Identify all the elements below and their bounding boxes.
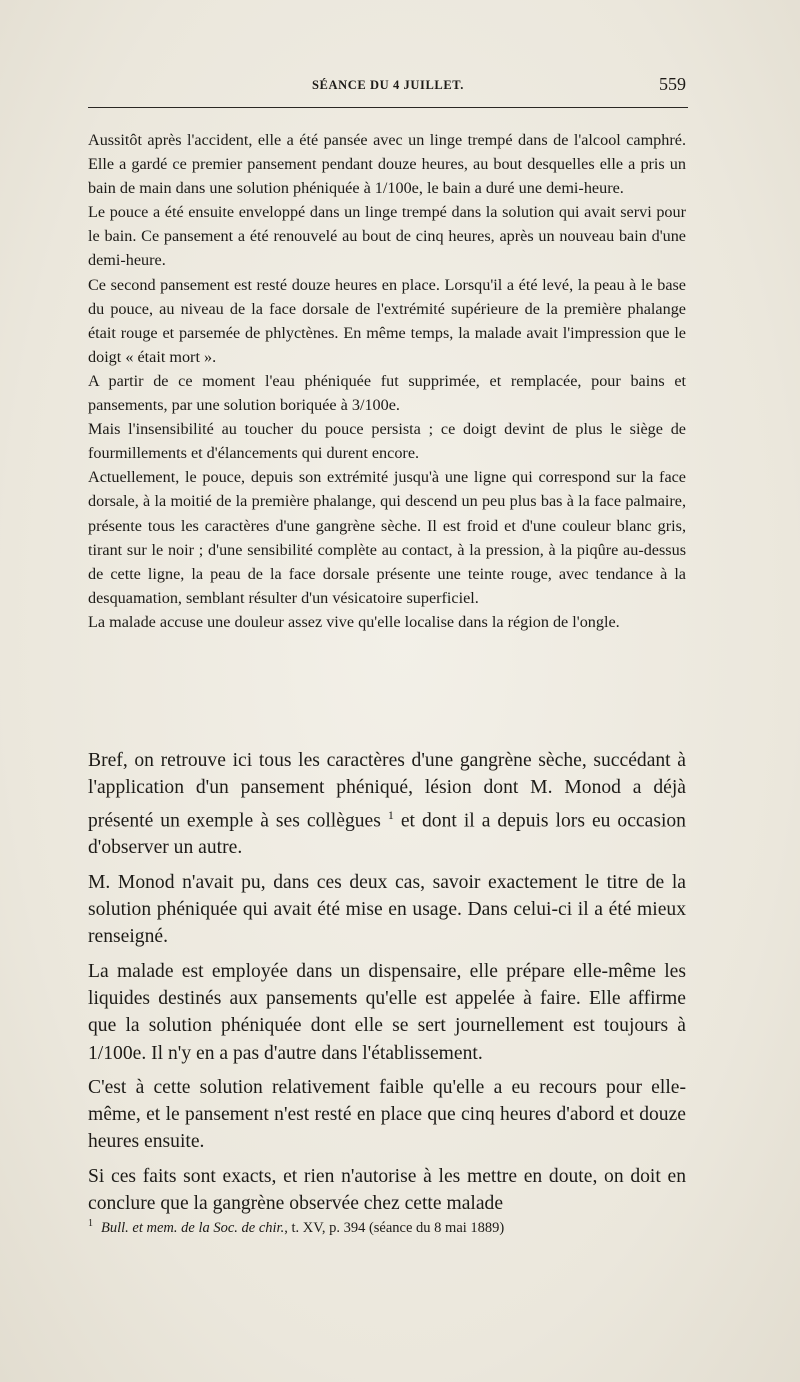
paragraph-text: et dont il a depuis lors eu occasion d'observer un autre.: [88, 810, 686, 859]
paragraph: Si ces faits sont exacts, et rien n'autorise à les mettre en doute, on doit en conclure que la gangrène observée chez cette malade: [88, 1165, 686, 1214]
paragraph-text: Bref, on retrouve ici tous les caractères d'une gangrène sèche, succédant à l'application d'un pansement phéniqué, lésion dont M. Monod a déjà présenté un exemple à ses collègues: [88, 750, 686, 832]
commentary-block: [88, 747, 686, 1224]
running-head: [88, 72, 688, 102]
case-report-block: [88, 128, 686, 634]
paragraph: Mais l'insensibilité au toucher du pouce persista ; ce doigt devint de plus le siège de fourmillements et d'élancements qui durent encore.: [88, 420, 686, 463]
footnote-reference: 1: [387, 807, 394, 822]
paragraph: Actuellement, le pouce, depuis son extrémité jusqu'à une ligne qui correspond sur la face dorsale, à la moitié de la première phalange, qui descend un peu plus bas à la face palmaire, présente tous les caractères d'une gangrène sèche. Il est froid et d'une couleur blanc gris, tirant sur le noir ; d'une sensibilité complète au contact, à la pression, à la piqûre au-dessus de cette ligne, la peau de la face dorsale présente une teinte rouge, avec tendance à la desquamation, semblant résulter d'un vésicatoire superficiel.: [88, 468, 686, 607]
paragraph: Ce second pansement est resté douze heures en place. Lorsqu'il a été levé, la peau à le base du pouce, au niveau de la face dorsale de l'extrémité supérieure de la première phalange était rouge et parsemée de phlyctènes. En même temps, la malade avait l'impression que le doigt « était mort ».: [88, 275, 686, 366]
paragraph: [88, 747, 686, 862]
paragraph: M. Monod n'avait pu, dans ces deux cas, savoir exactement le titre de la solution phéniquée qui avait été mise en usage. Dans celui-ci il a été mieux renseigné.: [88, 871, 686, 948]
paragraph: C'est à cette solution relativement faible qu'elle a eu recours pour elle-même, et le pansement n'est resté en place que cinq heures d'abord et douze heures ensuite.: [88, 1076, 686, 1153]
running-title: SÉANCE DU 4 JUILLET.: [311, 78, 465, 92]
footnote-mark: 1: [88, 1218, 93, 1229]
paragraph: La malade est employée dans un dispensaire, elle prépare elle-même les liquides destinés aux pansements qu'elle est appelée à faire. Elle affirme que la solution phéniquée dont elle se sert journellement est toujours à 1/100e. Il n'y en a pas d'autre dans l'établissement.: [88, 960, 686, 1064]
footnote-citation-title: Bull. et mem. de la Soc. de chir.: [101, 1219, 285, 1236]
header-rule: [88, 107, 688, 108]
paragraph: Aussitôt après l'accident, elle a été pansée avec un linge trempé dans de l'alcool camphré. Elle a gardé ce premier pansement pendant douze heures, au bout desquelles elle a pris un bain de main dans une solution phéniquée à 1/100e, le bain a duré une demi-heure.: [88, 131, 686, 198]
paragraph: Le pouce a été ensuite enveloppé dans un linge trempé dans la solution qui avait servi pour le bain. Ce pansement a été renouvelé au bout de cinq heures, après un nouveau bain d'une demi-heure.: [88, 203, 686, 270]
paragraph: La malade accuse une douleur assez vive qu'elle localise dans la région de l'ongle.: [88, 612, 620, 631]
footnote-citation-rest: , t. XV, p. 394 (séance du 8 mai 1889): [284, 1219, 505, 1236]
footnote: [88, 1218, 688, 1237]
paragraph: A partir de ce moment l'eau phéniquée fut supprimée, et remplacée, pour bains et pansements, par une solution boriquée à 3/100e.: [88, 371, 686, 415]
page-number: 559: [659, 74, 686, 94]
